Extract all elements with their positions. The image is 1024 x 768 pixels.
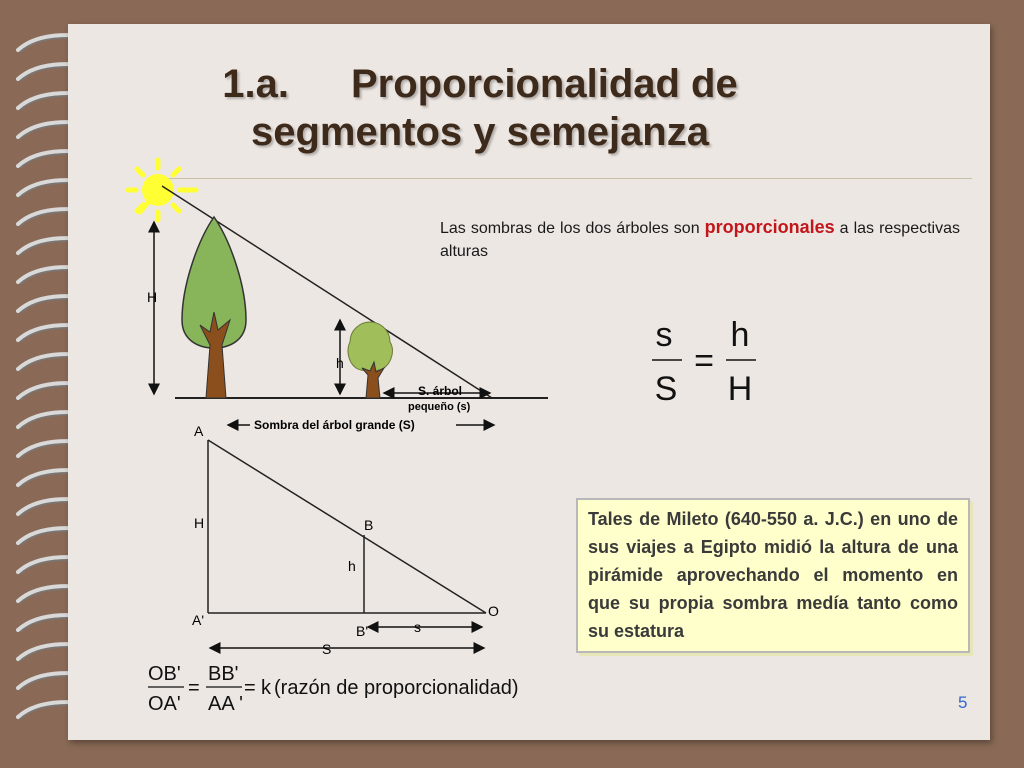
formula-den-right: H xyxy=(727,370,753,408)
ratio-equals-1: = xyxy=(188,677,200,699)
small-shadow-label-2: pequeño (s) xyxy=(408,401,471,413)
vertex-A: A xyxy=(194,423,204,439)
ratio-num-2: BB' xyxy=(208,663,239,685)
vertex-B-prime: B' xyxy=(356,623,369,639)
side-label-S: S xyxy=(322,641,332,657)
ratio-formula xyxy=(140,660,540,716)
formula-den-left: S xyxy=(654,370,678,408)
title-line-1: Proporcionalidad de xyxy=(351,62,738,106)
title-line-2: segmentos y semejanza xyxy=(251,110,709,154)
vertex-A-prime: A' xyxy=(192,612,205,628)
formula-num-right: h xyxy=(730,316,750,354)
title-number: 1.a. xyxy=(222,62,289,106)
big-shadow-label: Sombra del árbol grande (S) xyxy=(254,418,415,432)
ratio-den-2: AA ' xyxy=(208,693,243,715)
ratio-description: (razón de proporcionalidad) xyxy=(274,677,519,699)
ratio-den-1: OA' xyxy=(148,693,181,715)
vertex-O: O xyxy=(488,603,499,619)
ratio-k: k xyxy=(261,677,271,699)
small-height-label: h xyxy=(336,355,344,371)
intro-suffix: a las respectivas alturas xyxy=(440,220,960,261)
tales-callout xyxy=(576,498,970,653)
page-number: 5 xyxy=(958,693,968,712)
ratio-num-1: OB' xyxy=(148,663,181,685)
big-height-label: H xyxy=(147,289,158,305)
tales-text: Tales de Mileto (640-550 a. J.C.) en uno de sus viajes a Egipto midió la altura de una pirámide aprovechando el momento en que su propia sombra medía tanto como su estatura xyxy=(588,509,958,641)
intro-highlight: proporcionales xyxy=(704,217,835,237)
ratio-equals-2: = xyxy=(244,677,256,699)
triangle-hypotenuse xyxy=(208,440,486,613)
side-label-H: H xyxy=(194,515,205,531)
side-label-s: s xyxy=(414,619,421,635)
formula-equals: = xyxy=(694,342,714,380)
formula-num-left: s xyxy=(655,316,673,354)
side-label-h: h xyxy=(348,558,356,574)
intro-prefix: Las sombras de los dos árboles son xyxy=(440,220,705,237)
small-shadow-label: S. árbol xyxy=(418,384,463,398)
vertex-B: B xyxy=(364,517,374,533)
